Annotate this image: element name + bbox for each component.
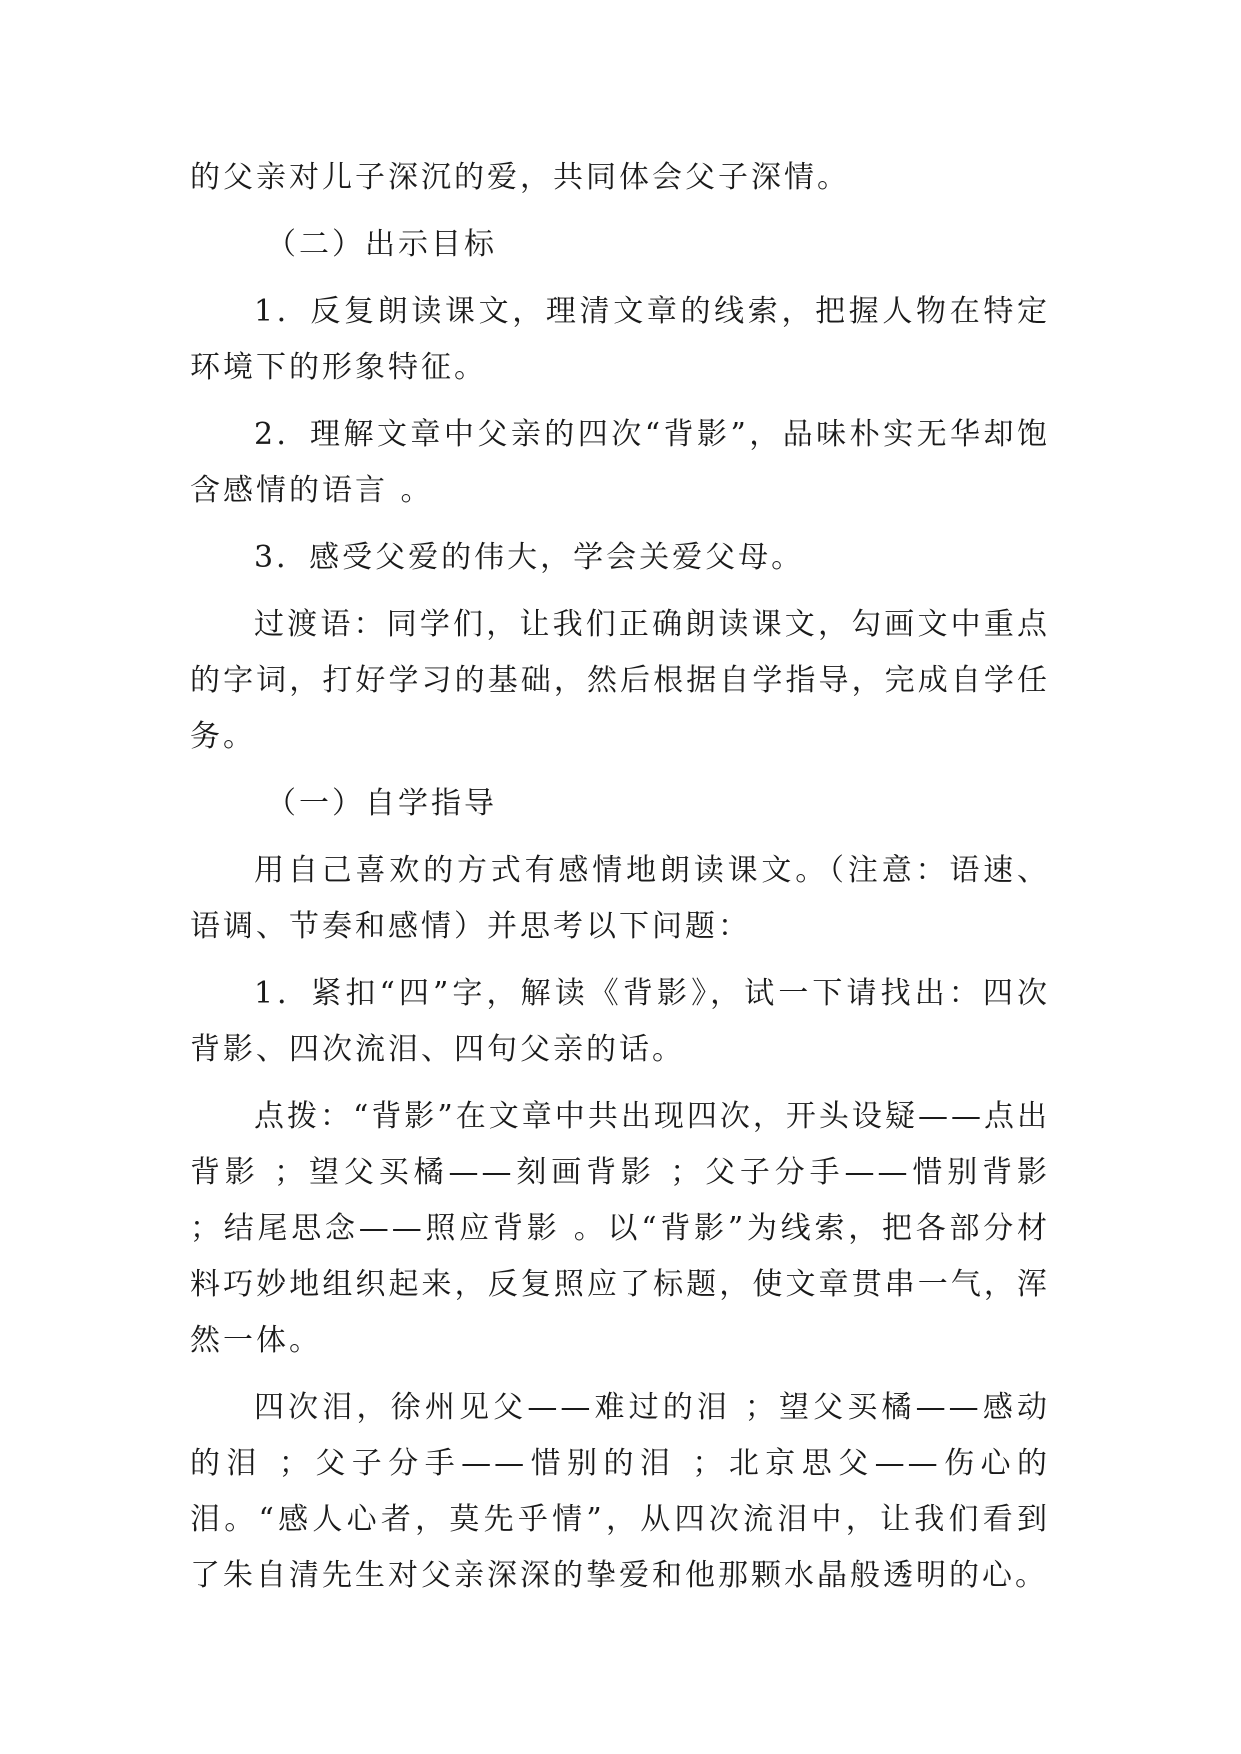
objective-item-3: 3．感受父爱的伟大，学会关爱父母。 xyxy=(254,540,805,575)
section-heading-self-study: （一）自学指导 xyxy=(266,786,497,821)
self-study-instruction: 用自己喜欢的方式有感情地朗读课文。（注意：语速、语调、节奏和感情）并思考以下问题： xyxy=(190,853,1050,944)
paragraph-continuation: 的父亲对儿子深沉的爱，共同体会父子深情。 xyxy=(190,160,850,195)
objective-item-1: 1．反复朗读课文，理清文章的线索，把握人物在特定环境下的形象特征。 xyxy=(190,294,1050,385)
guidance-paragraph: 点拨：“背影”在文章中共出现四次，开头设疑——点出背影 ；望父买橘——刻画背影 ；父子分手——惜别背影 ；结尾思念——照应背影 。以“背影”为线索，把各部分材料巧妙地组织起来，反复照应了标题，使文章贯串一气，浑然一体。 xyxy=(190,1099,1050,1358)
objective-item-2: 2．理解文章中父亲的四次“背影”，品味朴实无华却饱含感情的语言 。 xyxy=(190,417,1050,508)
tears-paragraph: 四次泪，徐州见父——难过的泪 ；望父买橘——感动的泪 ；父子分手——惜别的泪 ；北京思父——伤心的泪。“感人心者，莫先乎情”，从四次流泪中，让我们看到了朱自清先生对父亲深深的挚爱和他那颗水晶般透明的心。 xyxy=(190,1390,1050,1593)
question-item-1: 1．紧扣“四”字，解读《背影》，试一下请找出：四次背影、四次流泪、四句父亲的话。 xyxy=(190,976,1050,1067)
transition-paragraph: 过渡语：同学们，让我们正确朗读课文，勾画文中重点的字词，打好学习的基础，然后根据自学指导，完成自学任务。 xyxy=(190,607,1050,754)
section-heading-objectives: （二）出示目标 xyxy=(266,227,497,262)
document-body xyxy=(190,150,1050,1615)
